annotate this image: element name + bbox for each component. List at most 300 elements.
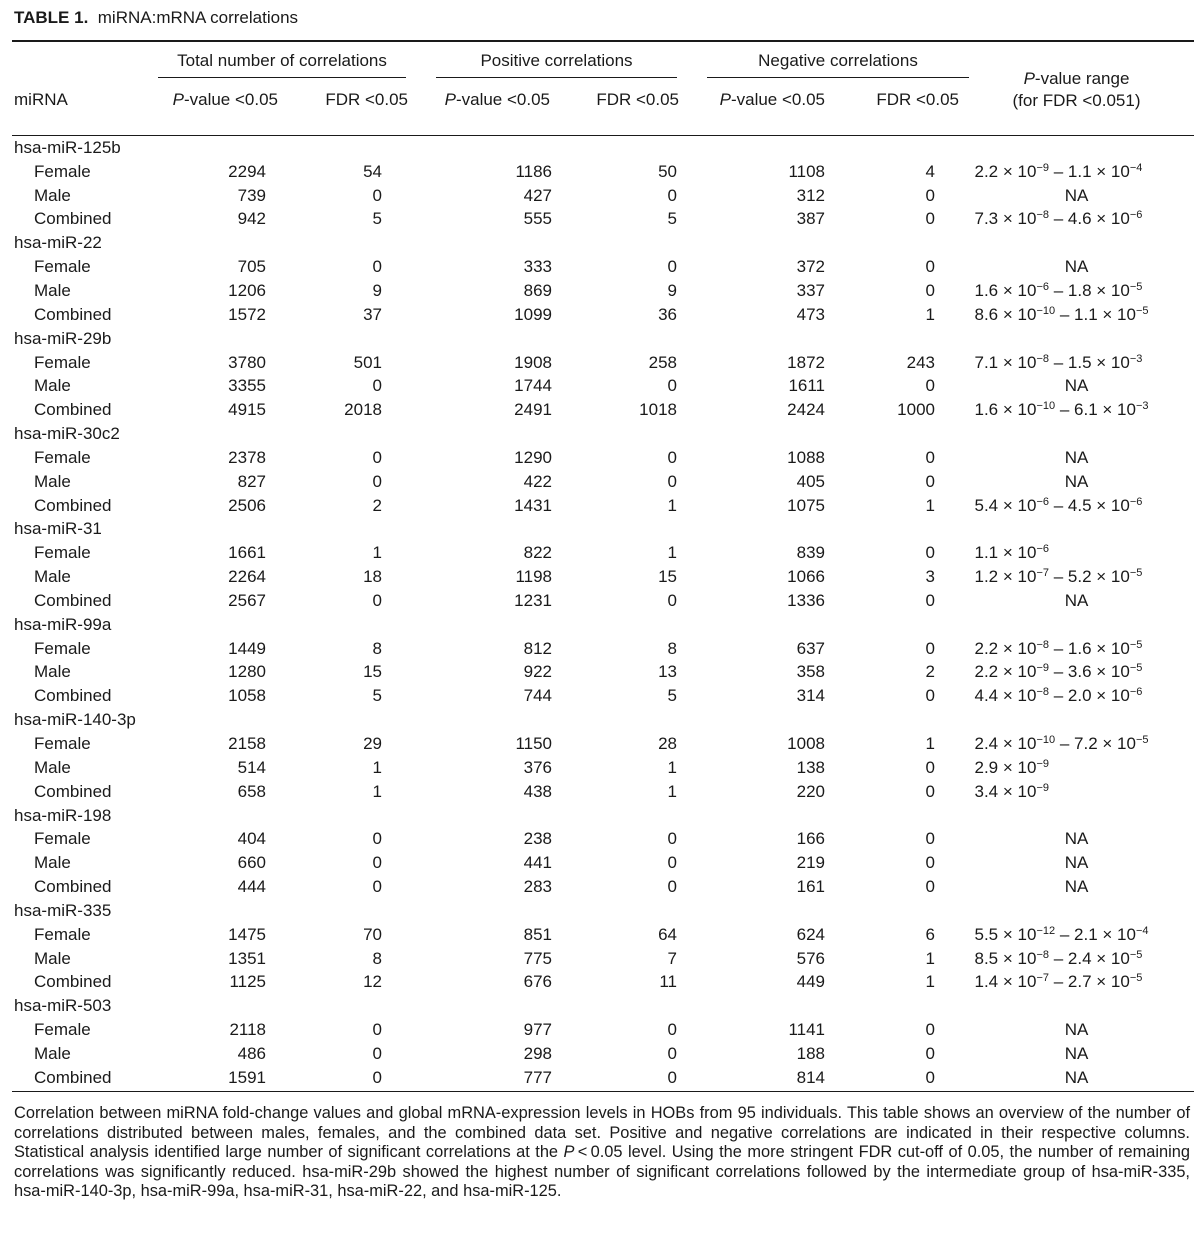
mirna-column-header: miRNA [14,90,68,109]
cell-total-p: 2294 [228,161,266,181]
cell-neg-fdr: 0 [925,781,935,801]
cell-neg-p: 576 [796,948,825,968]
cell-pvalue-range: $8.5 \times 10^{-8} - 2.4 \times 10^{-5}$ [974,948,1143,968]
subgroup-label: Male [34,853,71,873]
mirna-group-row [12,231,1194,255]
cell-total-p: 404 [237,829,266,849]
mirna-name: hsa-miR-31 [14,519,102,539]
cell-total-fdr: 8 [372,638,382,658]
subgroup-label: Combined [34,686,112,706]
cell-pos-p: 822 [523,543,552,563]
cell-neg-p: 312 [796,185,825,205]
cell-total-p: 660 [237,853,266,873]
mirna-name: hsa-miR-335 [14,900,112,920]
group-header-negative: Negative correlations [679,44,959,84]
cell-pos-fdr: 1 [667,781,677,801]
cell-neg-fdr: 0 [925,257,935,277]
subgroup-label: Female [34,1020,91,1040]
mirna-name: hsa-miR-198 [14,805,112,825]
cell-neg-fdr: 0 [925,376,935,396]
cell-pos-fdr: 5 [667,209,677,229]
cell-pvalue-range: $4.4 \times 10^{-8} - 2.0 \times 10^{-6}$ [974,686,1143,706]
cell-neg-p: 372 [796,257,825,277]
table-caption [14,4,298,32]
cell-total-p: 1591 [228,1067,266,1087]
cell-neg-p: 220 [796,781,825,801]
cell-total-fdr: 0 [372,1067,382,1087]
mirna-name: hsa-miR-503 [14,996,112,1016]
cell-pos-p: 1231 [514,590,552,610]
cell-pos-p: 1099 [514,304,552,324]
subgroup-label: Female [34,638,91,658]
table-row [12,875,1194,899]
subgroup-label: Female [34,734,91,754]
cell-neg-p: 337 [796,280,825,300]
cell-neg-p: 405 [796,471,825,491]
cell-neg-p: 1336 [787,590,825,610]
mirna-group-row [12,994,1194,1018]
cell-total-p: 1572 [228,304,266,324]
subgroup-label: Combined [34,495,112,515]
cell-pos-fdr: 28 [658,734,677,754]
cell-neg-p: 1088 [787,447,825,467]
cell-neg-p: 814 [796,1067,825,1087]
cell-pos-p: 812 [523,638,552,658]
mirna-group-row [12,518,1194,542]
cell-neg-p: 449 [796,972,825,992]
group-header-positive: Positive correlations [416,44,679,84]
cell-pvalue-range: $2.9 \times 10^{-9}$ [974,757,1049,777]
table-row [12,684,1194,708]
cell-neg-p: 188 [796,1043,825,1063]
cell-pos-fdr: 8 [667,638,677,658]
cell-neg-fdr: 1 [925,972,935,992]
cell-pos-fdr: 1 [667,757,677,777]
cell-neg-p: 138 [796,757,825,777]
cell-neg-p: 839 [796,543,825,563]
cell-pos-p: 676 [523,972,552,992]
cell-pos-p: 376 [523,757,552,777]
cell-neg-fdr: 1 [925,304,935,324]
table-row [12,303,1194,327]
cell-pvalue-range: $1.1 \times 10^{-6}$ [974,543,1049,563]
table-row [12,756,1194,780]
cell-total-fdr: 5 [372,686,382,706]
cell-total-p: 827 [237,471,266,491]
cell-total-fdr: 0 [372,853,382,873]
cell-neg-fdr: 1000 [897,400,935,420]
cell-pos-p: 422 [523,471,552,491]
cell-pvalue-range: $1.4 \times 10^{-7} - 2.7 \times 10^{-5}$ [974,972,1143,992]
cell-total-p: 2506 [228,495,266,515]
mirna-group-row [12,708,1194,732]
cell-pos-p: 298 [523,1043,552,1063]
cell-neg-p: 1066 [787,567,825,587]
cell-total-p: 2118 [229,1020,266,1040]
cell-total-fdr: 15 [363,662,382,682]
cell-total-p: 1058 [228,686,266,706]
table-row [12,565,1194,589]
subgroup-label: Combined [34,209,112,229]
cell-pvalue-range: $1.6 \times 10^{-10} - 6.1 \times 10^{-3}$ [974,400,1149,420]
cell-pvalue-range: NA [1064,1020,1089,1040]
table-row [12,494,1194,518]
subgroup-label: Male [34,567,71,587]
subgroup-label: Male [34,280,71,300]
cell-pos-p: 283 [523,877,552,897]
cell-total-fdr: 18 [363,567,382,587]
cell-pos-fdr: 0 [667,257,677,277]
cell-total-fdr: 0 [372,185,382,205]
subgroup-label: Female [34,447,91,467]
subgroup-label: Combined [34,590,112,610]
table-label: TABLE 1. [14,8,89,27]
cell-pvalue-range: NA [1064,257,1089,277]
cell-pos-p: 438 [523,781,552,801]
positive-fdr-header: FDR <0.05 [596,90,679,109]
cell-total-fdr: 1 [372,543,382,563]
subgroup-label: Female [34,924,91,944]
cell-pos-p: 1290 [514,447,552,467]
cell-total-fdr: 0 [372,1020,382,1040]
cell-total-p: 1280 [228,662,266,682]
table-body [12,136,1194,1090]
cell-total-fdr: 501 [353,352,382,372]
cell-pvalue-range: $1.6 \times 10^{-6} - 1.8 \times 10^{-5}$ [974,280,1143,300]
cell-pvalue-range: NA [1064,471,1089,491]
cell-total-fdr: 12 [363,972,382,992]
cell-total-fdr: 0 [372,447,382,467]
cell-neg-fdr: 1 [925,948,935,968]
cell-neg-fdr: 1 [925,495,935,515]
mirna-name: hsa-miR-30c2 [14,424,120,444]
cell-pos-p: 1186 [515,161,552,181]
cell-pvalue-range: $2.2 \times 10^{-9} - 1.1 \times 10^{-4}$ [974,161,1143,181]
cell-total-fdr: 0 [372,1043,382,1063]
cell-neg-fdr: 0 [925,829,935,849]
cell-neg-p: 473 [796,304,825,324]
cell-total-fdr: 0 [372,471,382,491]
cell-total-fdr: 0 [372,257,382,277]
cell-total-p: 1475 [228,924,266,944]
subgroup-label: Female [34,352,91,372]
cell-pos-fdr: 1018 [639,400,677,420]
cell-total-p: 739 [237,185,266,205]
subgroup-label: Combined [34,877,112,897]
cell-pos-fdr: 9 [667,280,677,300]
negative-pvalue-header: P-value <0.05 [719,90,825,109]
mirna-group-row [12,422,1194,446]
table-row [12,971,1194,995]
cell-neg-fdr: 243 [906,352,935,372]
cell-total-fdr: 0 [372,376,382,396]
cell-pvalue-range: $2.2 \times 10^{-9} - 3.6 \times 10^{-5}$ [974,662,1143,682]
cell-neg-fdr: 2 [925,662,935,682]
cell-total-p: 2264 [228,567,266,587]
cell-neg-p: 1611 [788,376,825,396]
table-row [12,374,1194,398]
subgroup-label: Combined [34,972,112,992]
cell-pvalue-range: NA [1064,853,1089,873]
cell-total-fdr: 9 [372,280,382,300]
cell-pvalue-range: NA [1064,447,1089,467]
cell-neg-p: 1008 [787,734,825,754]
cell-neg-p: 219 [796,853,825,873]
cell-total-p: 3780 [228,352,266,372]
subgroup-label: Combined [34,781,112,801]
cell-pvalue-range: NA [1064,829,1089,849]
cell-neg-fdr: 3 [925,567,935,587]
cell-total-fdr: 2 [372,495,382,515]
cell-pvalue-range: $5.5 \times 10^{-12} - 2.1 \times 10^{-4}$ [974,924,1149,944]
table-row [12,184,1194,208]
correlation-table [12,44,1194,1090]
cell-pos-p: 555 [523,209,552,229]
subgroup-label: Male [34,1043,71,1063]
total-fdr-header: FDR <0.05 [325,90,408,109]
cell-neg-fdr: 0 [925,757,935,777]
table-footnote: Correlation between miRNA fold-change values and global mRNA-expression levels in HOBs from 95 individuals. This table shows an overview of the number of correlations distributed between males, females, and the combined data set. Positive and negative correlations are indicated in their respective columns. Statistical analysis identified large number of significant correlations at the P < 0.05 level. Using the more stringent FDR cut-off of 0.05, the number of remaining correlations was significantly reduced. hsa-miR-29b showed the highest number of significant correlations followed by the intermediate group of hsa-miR-335, hsa-miR-140-3p, hsa-miR-99a, hsa-miR-31, hsa-miR-22, and hsa-miR-125. [14,1104,1190,1200]
subgroup-label: Combined [34,1067,112,1087]
cell-neg-p: 1108 [788,161,825,181]
cell-neg-p: 387 [796,209,825,229]
mirna-name: hsa-miR-22 [14,233,102,253]
cell-pos-p: 427 [523,185,552,205]
cell-pvalue-range: $7.1 \times 10^{-8} - 1.5 \times 10^{-3}$ [974,352,1143,372]
table-row [12,1066,1194,1090]
subgroup-label: Female [34,543,91,563]
cell-total-fdr: 8 [372,948,382,968]
cell-neg-fdr: 0 [925,185,935,205]
cell-total-fdr: 2018 [344,400,382,420]
table-row [12,446,1194,470]
cell-total-p: 444 [237,877,266,897]
subgroup-label: Male [34,185,71,205]
pvalue-range-header: P-value range (for FDR <0.051) [1012,69,1141,110]
cell-pos-p: 1198 [515,567,552,587]
cell-neg-fdr: 0 [925,1020,935,1040]
table-row [12,1042,1194,1066]
table-row [12,208,1194,232]
cell-pos-fdr: 1 [667,495,677,515]
cell-pvalue-range: NA [1064,590,1089,610]
cell-pvalue-range: NA [1064,1067,1089,1087]
cell-pos-fdr: 7 [667,948,677,968]
cell-pvalue-range: NA [1064,877,1089,897]
cell-total-fdr: 0 [372,590,382,610]
cell-neg-fdr: 0 [925,209,935,229]
cell-pos-fdr: 50 [658,161,677,181]
subgroup-label: Combined [34,304,112,324]
cell-pos-p: 775 [523,948,552,968]
cell-pos-fdr: 258 [648,352,677,372]
cell-pvalue-range: $1.2 \times 10^{-7} - 5.2 \times 10^{-5}$ [974,567,1143,587]
subgroup-label: Female [34,829,91,849]
cell-total-p: 486 [237,1043,266,1063]
cell-total-fdr: 1 [372,757,382,777]
mirna-group-row [12,136,1194,160]
table-row [12,351,1194,375]
table-row [12,1018,1194,1042]
cell-pos-fdr: 0 [667,471,677,491]
table-row [12,923,1194,947]
table-row [12,470,1194,494]
cell-neg-p: 1141 [788,1020,825,1040]
cell-pos-p: 977 [523,1020,552,1040]
mirna-group-row [12,327,1194,351]
cell-total-p: 3355 [228,376,266,396]
cell-neg-fdr: 0 [925,877,935,897]
cell-pvalue-range: NA [1064,376,1089,396]
table-row [12,851,1194,875]
cell-pos-fdr: 0 [667,447,677,467]
mirna-group-row [12,804,1194,828]
mirna-name: hsa-miR-140-3p [14,710,136,730]
cell-pos-fdr: 0 [667,829,677,849]
cell-pos-fdr: 5 [667,686,677,706]
table-row [12,255,1194,279]
cell-neg-fdr: 0 [925,590,935,610]
cell-pos-fdr: 64 [658,924,677,944]
cell-pvalue-range: $8.6 \times 10^{-10} - 1.1 \times 10^{-5}$ [974,304,1149,324]
cell-total-fdr: 54 [363,161,382,181]
cell-pos-p: 2491 [514,400,552,420]
cell-pos-p: 777 [523,1067,552,1087]
cell-total-fdr: 0 [372,877,382,897]
subgroup-label: Male [34,757,71,777]
cell-pos-fdr: 0 [667,590,677,610]
cell-neg-p: 358 [796,662,825,682]
cell-neg-fdr: 0 [925,853,935,873]
mirna-name: hsa-miR-125b [14,137,121,157]
subgroup-label: Male [34,376,71,396]
cell-neg-fdr: 0 [925,471,935,491]
table-row [12,732,1194,756]
cell-pvalue-range: $5.4 \times 10^{-6} - 4.5 \times 10^{-6}$ [974,495,1143,515]
cell-pos-p: 744 [523,686,552,706]
cell-neg-p: 166 [796,829,825,849]
cell-pvalue-range: $2.2 \times 10^{-8} - 1.6 \times 10^{-5}$ [974,638,1143,658]
cell-total-p: 514 [237,757,266,777]
cell-neg-fdr: 1 [925,734,935,754]
table-row [12,160,1194,184]
cell-pos-fdr: 0 [667,376,677,396]
cell-neg-p: 1075 [787,495,825,515]
cell-neg-p: 2424 [787,400,825,420]
subgroup-label: Female [34,257,91,277]
mirna-group-row [12,613,1194,637]
header-rule [12,135,1194,136]
cell-pos-p: 1150 [515,734,552,754]
mirna-name: hsa-miR-99a [14,614,112,634]
subgroup-label: Male [34,471,71,491]
cell-pvalue-range: $2.4 \times 10^{-10} - 7.2 \times 10^{-5}$ [974,734,1149,754]
cell-total-p: 1449 [228,638,266,658]
cell-pos-p: 333 [523,257,552,277]
cell-total-fdr: 5 [372,209,382,229]
cell-neg-p: 1872 [787,352,825,372]
cell-total-fdr: 0 [372,829,382,849]
table-row [12,279,1194,303]
subgroup-label: Male [34,662,71,682]
table-row [12,589,1194,613]
cell-pos-p: 238 [523,829,552,849]
cell-total-p: 1206 [228,280,266,300]
cell-pos-fdr: 11 [659,972,677,992]
cell-pos-p: 1431 [514,495,552,515]
table-row [12,661,1194,685]
cell-pvalue-range: NA [1064,1043,1089,1063]
cell-neg-fdr: 0 [925,686,935,706]
cell-neg-fdr: 4 [925,161,935,181]
cell-total-p: 705 [237,257,266,277]
cell-pos-fdr: 1 [667,543,677,563]
cell-neg-fdr: 0 [925,543,935,563]
table-row [12,780,1194,804]
cell-neg-p: 314 [796,686,825,706]
cell-pvalue-range: $7.3 \times 10^{-8} - 4.6 \times 10^{-6}$ [974,209,1143,229]
cell-total-p: 658 [237,781,266,801]
cell-pos-fdr: 0 [667,185,677,205]
cell-pos-p: 1744 [514,376,552,396]
cell-total-p: 2378 [228,447,266,467]
cell-neg-fdr: 0 [925,1067,935,1087]
cell-pos-fdr: 0 [667,877,677,897]
cell-neg-fdr: 0 [925,1043,935,1063]
cell-total-fdr: 70 [363,924,382,944]
cell-pvalue-range: $3.4 \times 10^{-9}$ [974,781,1049,801]
cell-total-p: 4915 [228,400,266,420]
table-row [12,637,1194,661]
mirna-name: hsa-miR-29b [14,328,112,348]
cell-total-p: 1125 [229,972,266,992]
cell-pos-fdr: 0 [667,1020,677,1040]
cell-neg-fdr: 0 [925,638,935,658]
cell-pos-p: 869 [523,280,552,300]
cell-total-p: 1661 [228,543,266,563]
cell-pvalue-range: NA [1064,185,1089,205]
mirna-group-row [12,899,1194,923]
subgroup-label: Combined [34,400,112,420]
bottom-rule [12,1091,1194,1092]
cell-pos-fdr: 13 [658,662,677,682]
table-row [12,947,1194,971]
total-pvalue-header: P-value <0.05 [172,90,278,109]
cell-neg-fdr: 0 [925,447,935,467]
cell-pos-fdr: 0 [667,1067,677,1087]
cell-neg-fdr: 0 [925,280,935,300]
cell-pos-p: 922 [523,662,552,682]
cell-total-p: 942 [237,209,266,229]
cell-total-fdr: 37 [363,304,382,324]
cell-pos-fdr: 36 [658,304,677,324]
subgroup-label: Male [34,948,71,968]
table-row [12,541,1194,565]
cell-pos-p: 441 [523,853,552,873]
cell-total-fdr: 29 [363,734,382,754]
cell-pos-p: 1908 [514,352,552,372]
cell-neg-p: 161 [796,877,825,897]
cell-neg-p: 637 [796,638,825,658]
subgroup-label: Female [34,161,91,181]
cell-neg-fdr: 6 [925,924,935,944]
cell-total-p: 2567 [228,590,266,610]
positive-pvalue-header: P-value <0.05 [444,90,550,109]
group-header-row [12,44,1194,84]
cell-total-p: 1351 [228,948,266,968]
table-row [12,398,1194,422]
cell-total-fdr: 1 [372,781,382,801]
